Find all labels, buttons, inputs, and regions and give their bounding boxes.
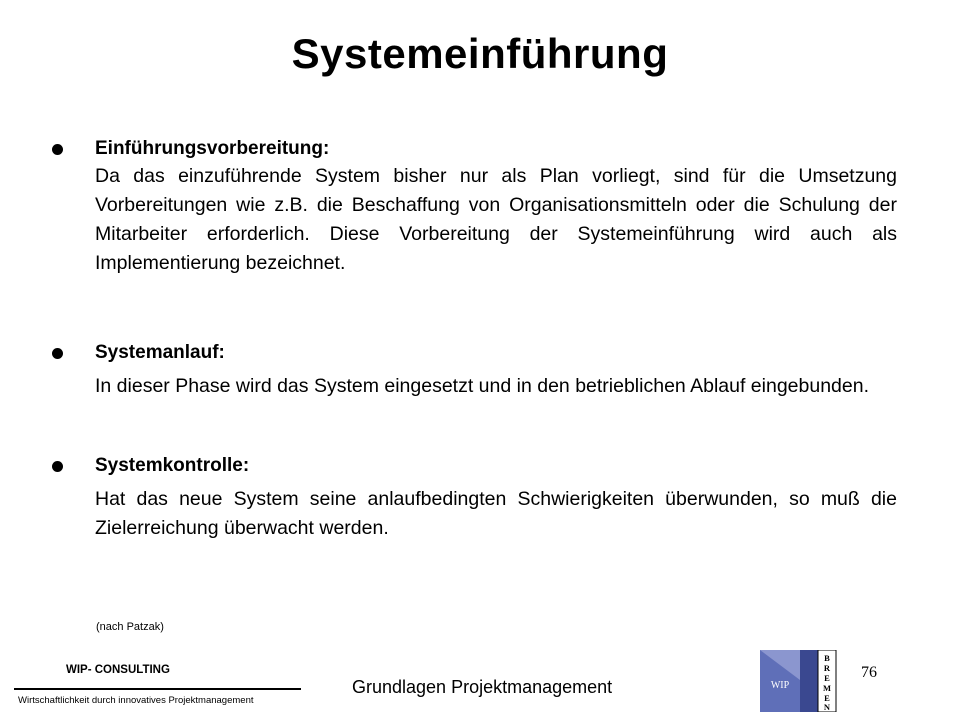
section-text: Da das einzuführende System bisher nur als Plan vorliegt, sind für die Umsetzung Vorbereitungen wie z.B. die Beschaffung von Organisationsmitteln oder die Schulung der Mitarbeiter erforderlich. Diese Vorbereitung der Systemeinführung wird auch als Implementierung bezeichnet. (95, 165, 897, 274)
footer-tagline: Wirtschaftlichkeit durch innovatives Projektmanagement (18, 695, 254, 706)
logo-letter: B (824, 653, 830, 663)
logo-letter: E (824, 673, 830, 683)
logo-letter: N (823, 702, 831, 712)
bullet-icon (52, 144, 63, 155)
page-number: 76 (861, 664, 877, 681)
section-text: In dieser Phase wird das System eingesetzt und in den betrieblichen Ablauf eingebunden. (95, 375, 870, 397)
section-einfuehrungsvorbereitung (52, 136, 897, 278)
source-note: (nach Patzak) (96, 621, 164, 633)
section-systemanlauf (52, 340, 897, 401)
section-text: Hat das neue System seine anlaufbedingten Schwierigkeiten überwunden, so muß die Zielerreichung überwacht werden. (95, 488, 897, 539)
section-systemkontrolle (52, 453, 897, 543)
logo-letter: E (824, 693, 830, 703)
logo-text: WIP (770, 680, 790, 691)
bullet-icon (52, 348, 63, 359)
footer-course-title: Grundlagen Projektmanagement (352, 677, 613, 697)
wip-bremen-logo (760, 650, 838, 712)
bullet-icon (52, 461, 63, 472)
slide-title: Systemeinführung (291, 30, 669, 77)
footer-divider (14, 688, 301, 690)
section-heading: Systemanlauf: (95, 342, 225, 363)
section-heading: Systemkontrolle: (95, 455, 250, 476)
section-heading: Einführungsvorbereitung: (95, 138, 330, 159)
logo-letter: R (823, 663, 831, 673)
footer-company: WIP- CONSULTING (66, 664, 170, 676)
logo-letter: M (822, 683, 832, 693)
